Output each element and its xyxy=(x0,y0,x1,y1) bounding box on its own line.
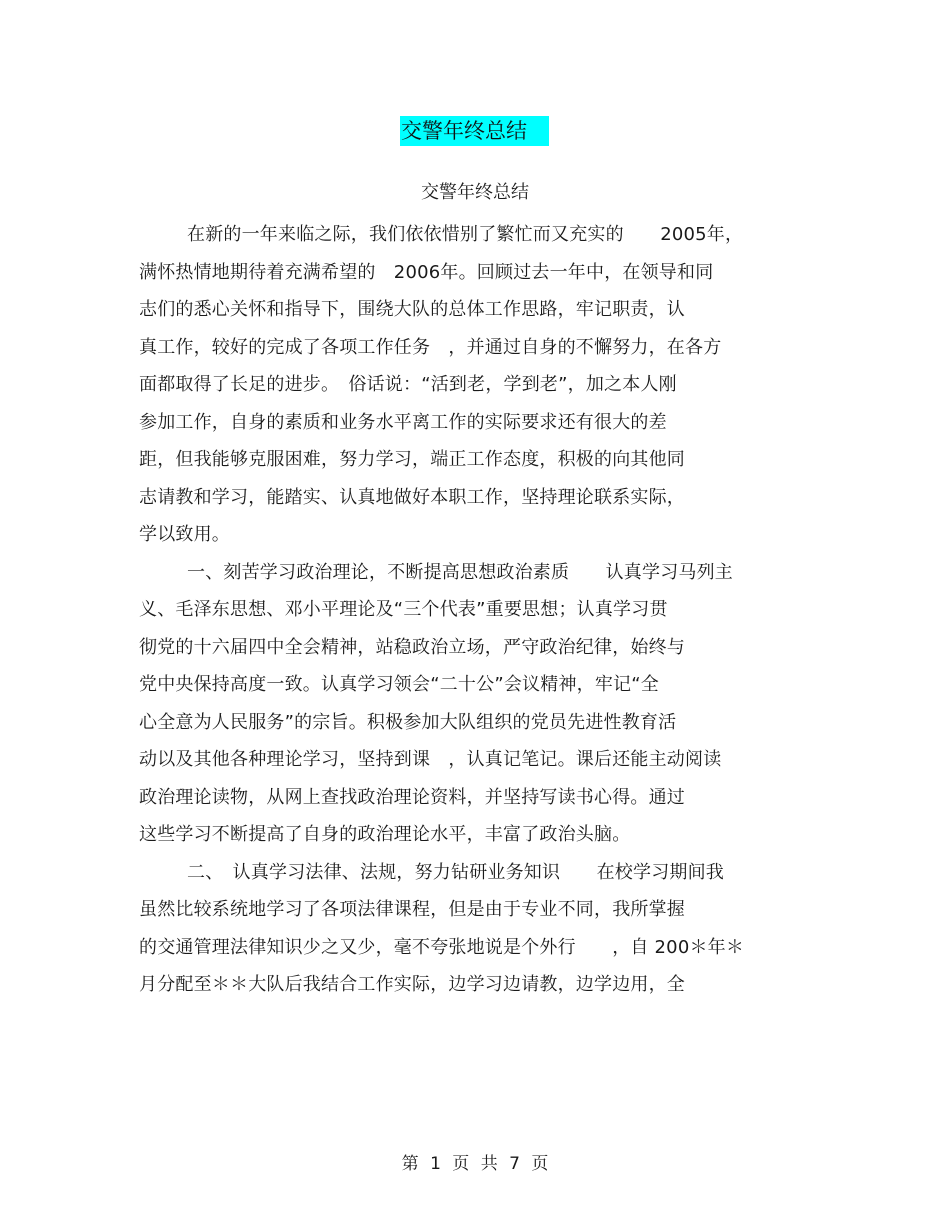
text-line: 学以致用。 xyxy=(139,524,230,545)
document-header-title: 交警年终总结 xyxy=(400,116,549,146)
page-number-footer: 第 1 页 共 7 页 xyxy=(401,1154,549,1174)
text-line: 义、毛泽东思想、邓小平理论及“三个代表”重要思想；认真学习贯 xyxy=(139,599,668,620)
section-heading-line: 一、刻苦学习政治理论，不断提高思想政治素质 认真学习马列主 xyxy=(187,561,733,583)
text-line: 志请教和学习，能踏实、认真地做好本职工作，坚持理论联系实际， xyxy=(139,486,685,508)
text-line: 月分配至＊＊大队后我结合工作实际，边学习边请教，边学边用，全 xyxy=(139,974,685,995)
text-line: 党中央保持高度一致。认真学习领会“二十公”会议精神，牢记“全 xyxy=(139,674,659,695)
text-line: 心全意为人民服务”的宗旨。积极参加大队组织的党员先进性教育活 xyxy=(139,711,677,733)
text-line: 志们的悉心关怀和指导下，围绕大队的总体工作思路，牢记职责，认 xyxy=(139,299,685,320)
document-body xyxy=(139,222,839,1010)
text-line: 满怀热情地期待着充满希望的 2006年。回顾过去一年中，在领导和同 xyxy=(139,261,714,283)
document-subtitle: 交警年终总结 xyxy=(421,182,529,203)
text-line: 面都取得了长足的进步。 俗话说：“活到老，学到老”，加之本人刚 xyxy=(139,374,677,395)
text-line: 参加工作，自身的素质和业务水平离工作的实际要求还有很大的差 xyxy=(139,411,667,433)
text-line: 的交通管理法律知识少之又少，毫不夸张地说是个外行 ，自 200＊年＊ xyxy=(139,936,745,958)
text-line: 彻党的十六届四中全会精神，站稳政治立场，严守政治纪律，始终与 xyxy=(139,636,685,658)
text-line: 在新的一年来临之际，我们依依惜别了繁忙而又充实的 2005年， xyxy=(187,224,744,245)
section-heading-line: 二、 认真学习法律、法规，努力钻研业务知识 在校学习期间我 xyxy=(187,861,724,883)
text-line: 这些学习不断提高了自身的政治理论水平，丰富了政治头脑。 xyxy=(139,824,631,845)
text-line: 动以及其他各种理论学习，坚持到课 ，认真记笔记。课后还能主动阅读 xyxy=(139,749,722,770)
text-line: 虽然比较系统地学习了各项法律课程，但是由于专业不同，我所掌握 xyxy=(139,899,685,920)
text-line: 真工作，较好的完成了各项工作任务 ，并通过自身的不懈努力，在各方 xyxy=(139,336,722,358)
text-line: 距，但我能够克服困难，努力学习，端正工作态度，积极的向其他同 xyxy=(139,449,685,470)
text-line: 政治理论读物，从网上查找政治理论资料，并坚持写读书心得。通过 xyxy=(139,786,685,808)
